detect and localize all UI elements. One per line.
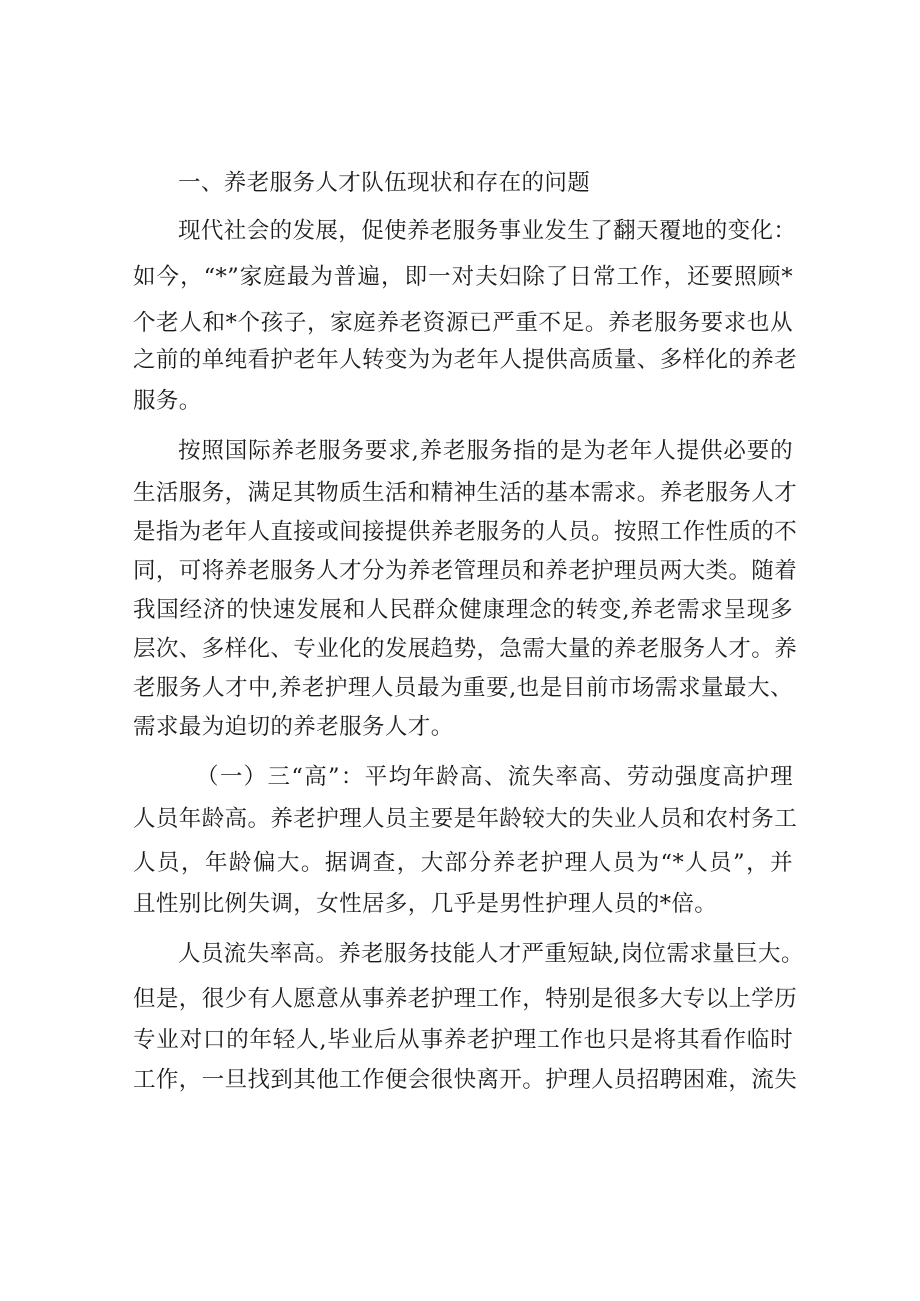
paragraph-2-line-8: 需求最为迫切的养老服务人才。 <box>133 714 454 740</box>
paragraph-4-line-4: 工作，一旦找到其他工作便会很快离开。护理人员招聘困难，流失 <box>133 1067 798 1093</box>
paragraph-1-line-1: 现代社会的发展，促使养老服务事业发生了翻天覆地的变化： <box>178 218 797 244</box>
paragraph-1-line-2: 如今，“*”家庭最为普遍，即一对夫妇除了日常工作，还要照顾* <box>133 264 793 290</box>
paragraph-3-line-1: （一）三“高”：平均年龄高、流失率高、劳动强度高护理 <box>196 764 793 790</box>
paragraph-2-line-5: 我国经济的快速发展和人民群众健康理念的转变,养老需求呈现多 <box>133 597 793 623</box>
paragraph-3-line-2: 人员年龄高。养老护理人员主要是年龄较大的失业人员和农村务工 <box>133 806 798 832</box>
paragraph-2-line-2: 生活服务，满足其物质生活和精神生活的基本需求。养老服务人才 <box>133 480 798 506</box>
section-heading: 一、养老服务人才队伍现状和存在的问题 <box>178 170 591 196</box>
paragraph-2-line-4: 同，可将养老服务人才分为养老管理员和养老护理员两大类。随着 <box>133 558 798 584</box>
paragraph-1-line-4: 之前的单纯看护老年人转变为为老年人提供高质量、多样化的养老 <box>133 347 798 373</box>
paragraph-1-line-3: 个老人和*个孩子，家庭养老资源已严重不足。养老服务要求也从 <box>133 310 793 336</box>
paragraph-3-line-3: 人员，年龄偏大。据调查，大部分养老护理人员为“*人员”，并 <box>133 850 793 876</box>
paragraph-2-line-6: 层次、多样化、专业化的发展趋势，急需大量的养老服务人才。养 <box>133 636 798 662</box>
paragraph-4-line-1: 人员流失率高。养老服务技能人才严重短缺,岗位需求量巨大。 <box>178 941 804 967</box>
paragraph-2-line-3: 是指为老年人直接或间接提供养老服务的人员。按照工作性质的不 <box>133 519 798 545</box>
paragraph-2-line-7: 老服务人才中,养老护理人员最为重要,也是目前市场需求量最大、 <box>133 675 793 701</box>
paragraph-2-line-1: 按照国际养老服务要求,养老服务指的是为老年人提供必要的 <box>178 438 793 464</box>
paragraph-3-line-4: 且性别比例失调，女性居多，几乎是男性护理人员的*倍。 <box>133 891 718 917</box>
paragraph-4-line-2: 但是，很少有人愿意从事养老护理工作，特别是很多大专以上学历 <box>133 986 798 1012</box>
paragraph-1-line-5: 服务。 <box>133 388 202 414</box>
paragraph-4-line-3: 专业对口的年轻人,毕业后从事养老护理工作也只是将其看作临时 <box>133 1027 793 1053</box>
